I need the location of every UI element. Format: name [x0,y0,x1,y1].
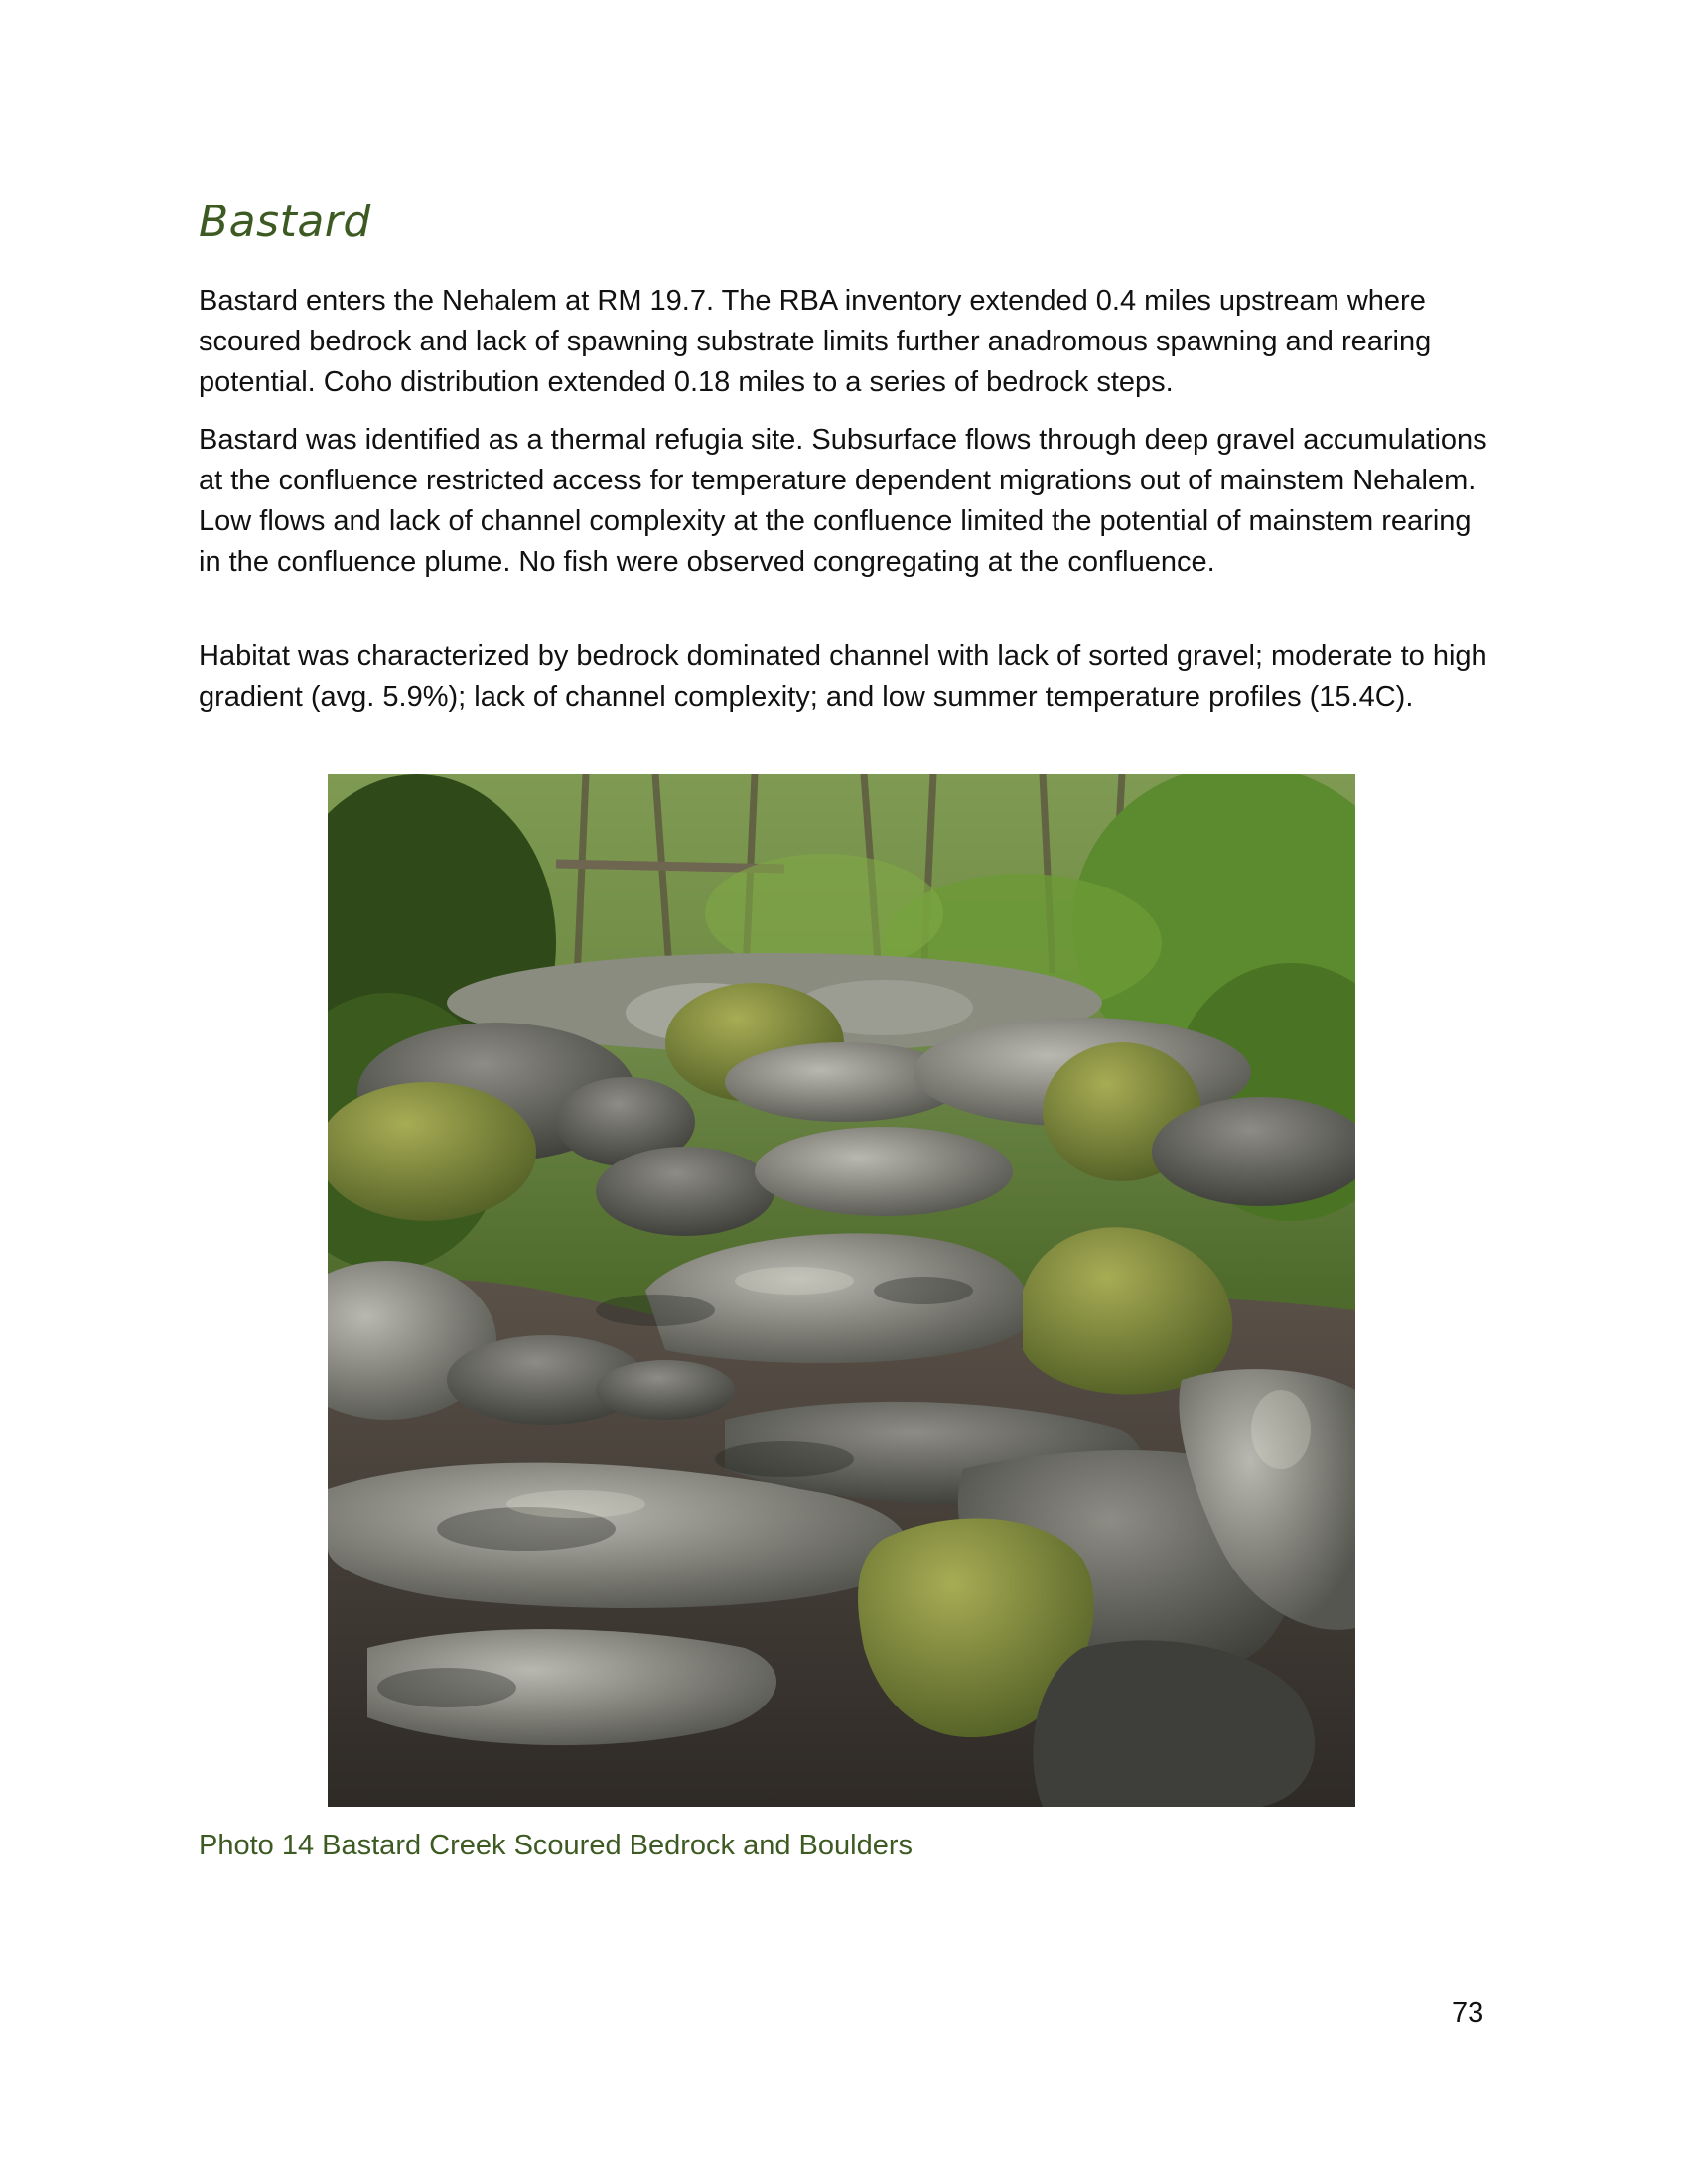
creek-photo [328,774,1355,1807]
paragraph-habitat: Habitat was characterized by bedrock dominated channel with lack of sorted gravel; moderate to high gradient (avg. 5.9%); lack of channel complexity; and low summer temperature profiles (15.4C). [199,640,1487,713]
paragraph-location: Bastard enters the Nehalem at RM 19.7. The RBA inventory extended 0.4 miles upstream where scoured bedrock and lack of spawning substrate limits further anadromous spawning and rearing potential. Coho distribution extended 0.18 miles to a series of bedrock steps. [199,285,1432,398]
section-heading: Bastard [199,197,371,247]
page-number: 73 [1452,1997,1484,2029]
paragraph-thermal-refugia: Bastard was identified as a thermal refugia site. Subsurface flows through deep gravel accumulations at the confluence restricted access for temperature dependent migrations out of mainstem Nehalem. Low flows and lack of channel complexity at the confluence limited the potential of mainstem rearing in the confluence plume. No fish were observed congregating at the confluence. [199,424,1487,578]
figure-caption: Photo 14 Bastard Creek Scoured Bedrock and Boulders [199,1830,913,1861]
